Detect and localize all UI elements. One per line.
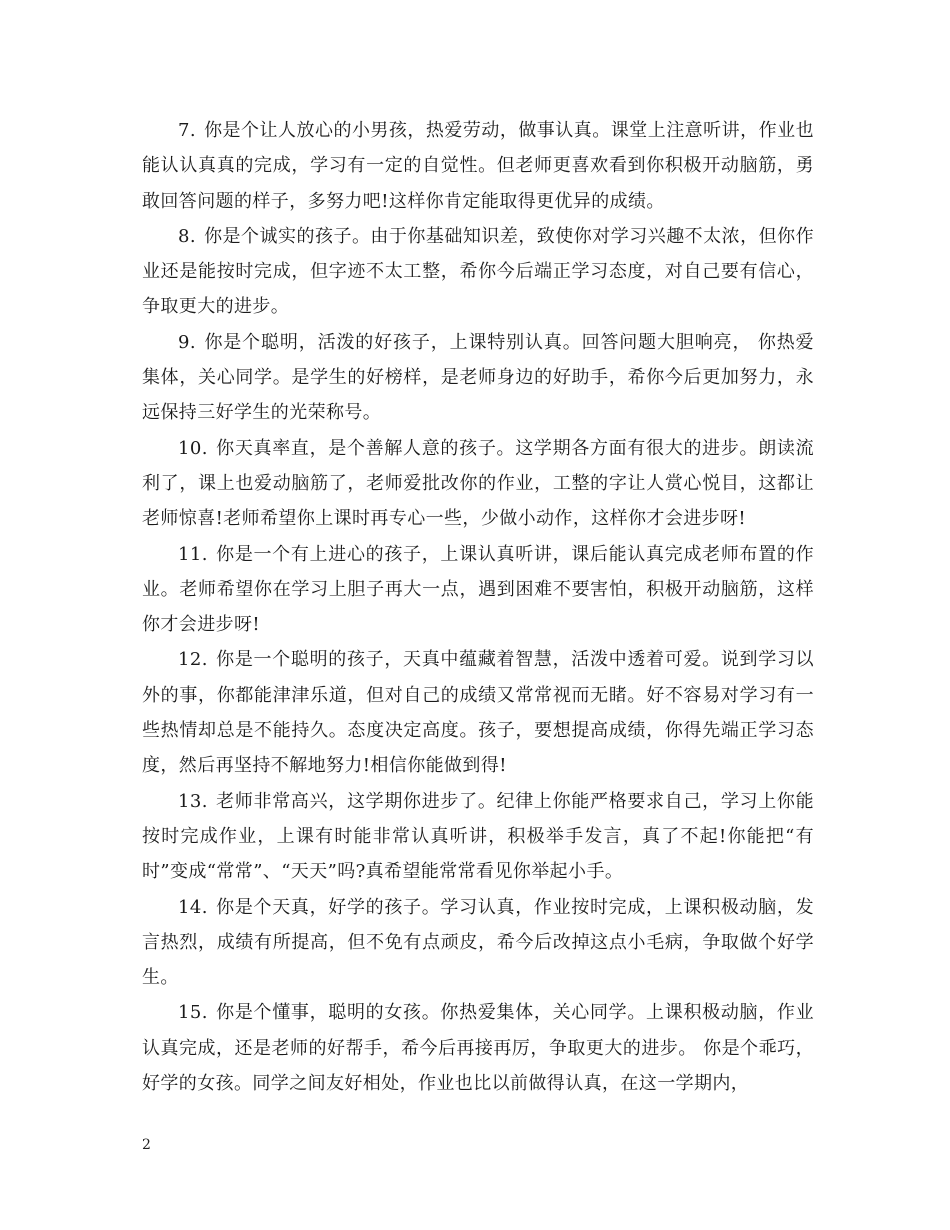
paragraph-9 [142,325,814,431]
paragraph-number: 11. [178,543,208,565]
paragraph-13 [142,784,814,890]
paragraph-number: 10. [178,437,208,459]
paragraph-text: 你天真率直，是个善解人意的孩子。这学期各方面有很大的进步。朗读流利了，课上也爱动脑筋了，老师爱批改你的作业，工整的字让人赏心悦目，这都让老师惊喜!老师希望你上课时再专心一些，少做小动作，这样你才会进步呀! [142,437,814,530]
paragraph-8 [142,219,814,325]
paragraph-text: 你是一个有上进心的孩子，上课认真听讲，课后能认真完成老师布置的作业。老师希望你在学习上胆子再大一点，遇到困难不要害怕，积极开动脑筋，这样你才会进步呀! [142,543,814,636]
paragraph-15 [142,995,814,1101]
paragraph-number: 15. [178,1002,208,1024]
paragraph-10 [142,431,814,537]
document-body [142,113,814,1101]
paragraph-text: 老师非常高兴，这学期你进步了。纪律上你能严格要求自己，学习上你能按时完成作业，上课有时能非常认真听讲，积极举手发言，真了不起!你能把“有时”变成“常常”、“天天”吗?真希望能常常看见你举起小手。 [142,790,814,883]
paragraph-12 [142,642,814,783]
paragraph-number: 7. [178,120,196,141]
paragraph-7 [142,113,814,219]
page-number: 2 [142,1137,151,1153]
paragraph-text: 你是个诚实的孩子。由于你基础知识差，致使你对学习兴趣不太浓，但你作业还是能按时完成，但字迹不太工整，希你今后端正学习态度，对自己要有信心，争取更大的进步。 [142,225,814,318]
paragraph-text: 你是个天真，好学的孩子。学习认真，作业按时完成，上课积极动脑，发言热烈，成绩有所提高，但不免有点顽皮，希今后改掉这点小毛病，争取做个好学生。 [142,896,814,989]
paragraph-number: 13. [178,790,208,812]
paragraph-14 [142,890,814,996]
paragraph-text: 你是个聪明，活泼的好孩子，上课特别认真。回答问题大胆响亮， 你热爱集体，关心同学。是学生的好榜样，是老师身边的好助手，希你今后更加努力，永远保持三好学生的光荣称号。 [142,331,814,424]
paragraph-11 [142,537,814,643]
paragraph-text: 你是一个聪明的孩子，天真中蕴藏着智慧，活泼中透着可爱。说到学习以外的事，你都能津津乐道，但对自己的成绩又常常视而无睹。好不容易对学习有一些热情却总是不能持久。态度决定高度。孩子，要想提高成绩，你得先端正学习态度，然后再坚持不解地努力!相信你能做到得! [142,649,814,777]
paragraph-number: 12. [178,649,208,671]
paragraph-text: 你是个让人放心的小男孩，热爱劳动，做事认真。课堂上注意听讲，作业也能认认真真的完成，学习有一定的自觉性。但老师更喜欢看到你积极开动脑筋，勇敢回答问题的样子，多努力吧!这样你肯定能取得更优异的成绩。 [142,120,814,212]
paragraph-text: 你是个懂事，聪明的女孩。你热爱集体，关心同学。上课积极动脑，作业认真完成，还是老师的好帮手，希今后再接再厉，争取更大的进步。 你是个乖巧，好学的女孩。同学之间友好相处，作业也比以前做得认真，在这一学期内， [142,1002,814,1095]
paragraph-number: 8. [178,225,196,247]
paragraph-number: 9. [178,331,196,353]
paragraph-number: 14. [178,896,208,918]
